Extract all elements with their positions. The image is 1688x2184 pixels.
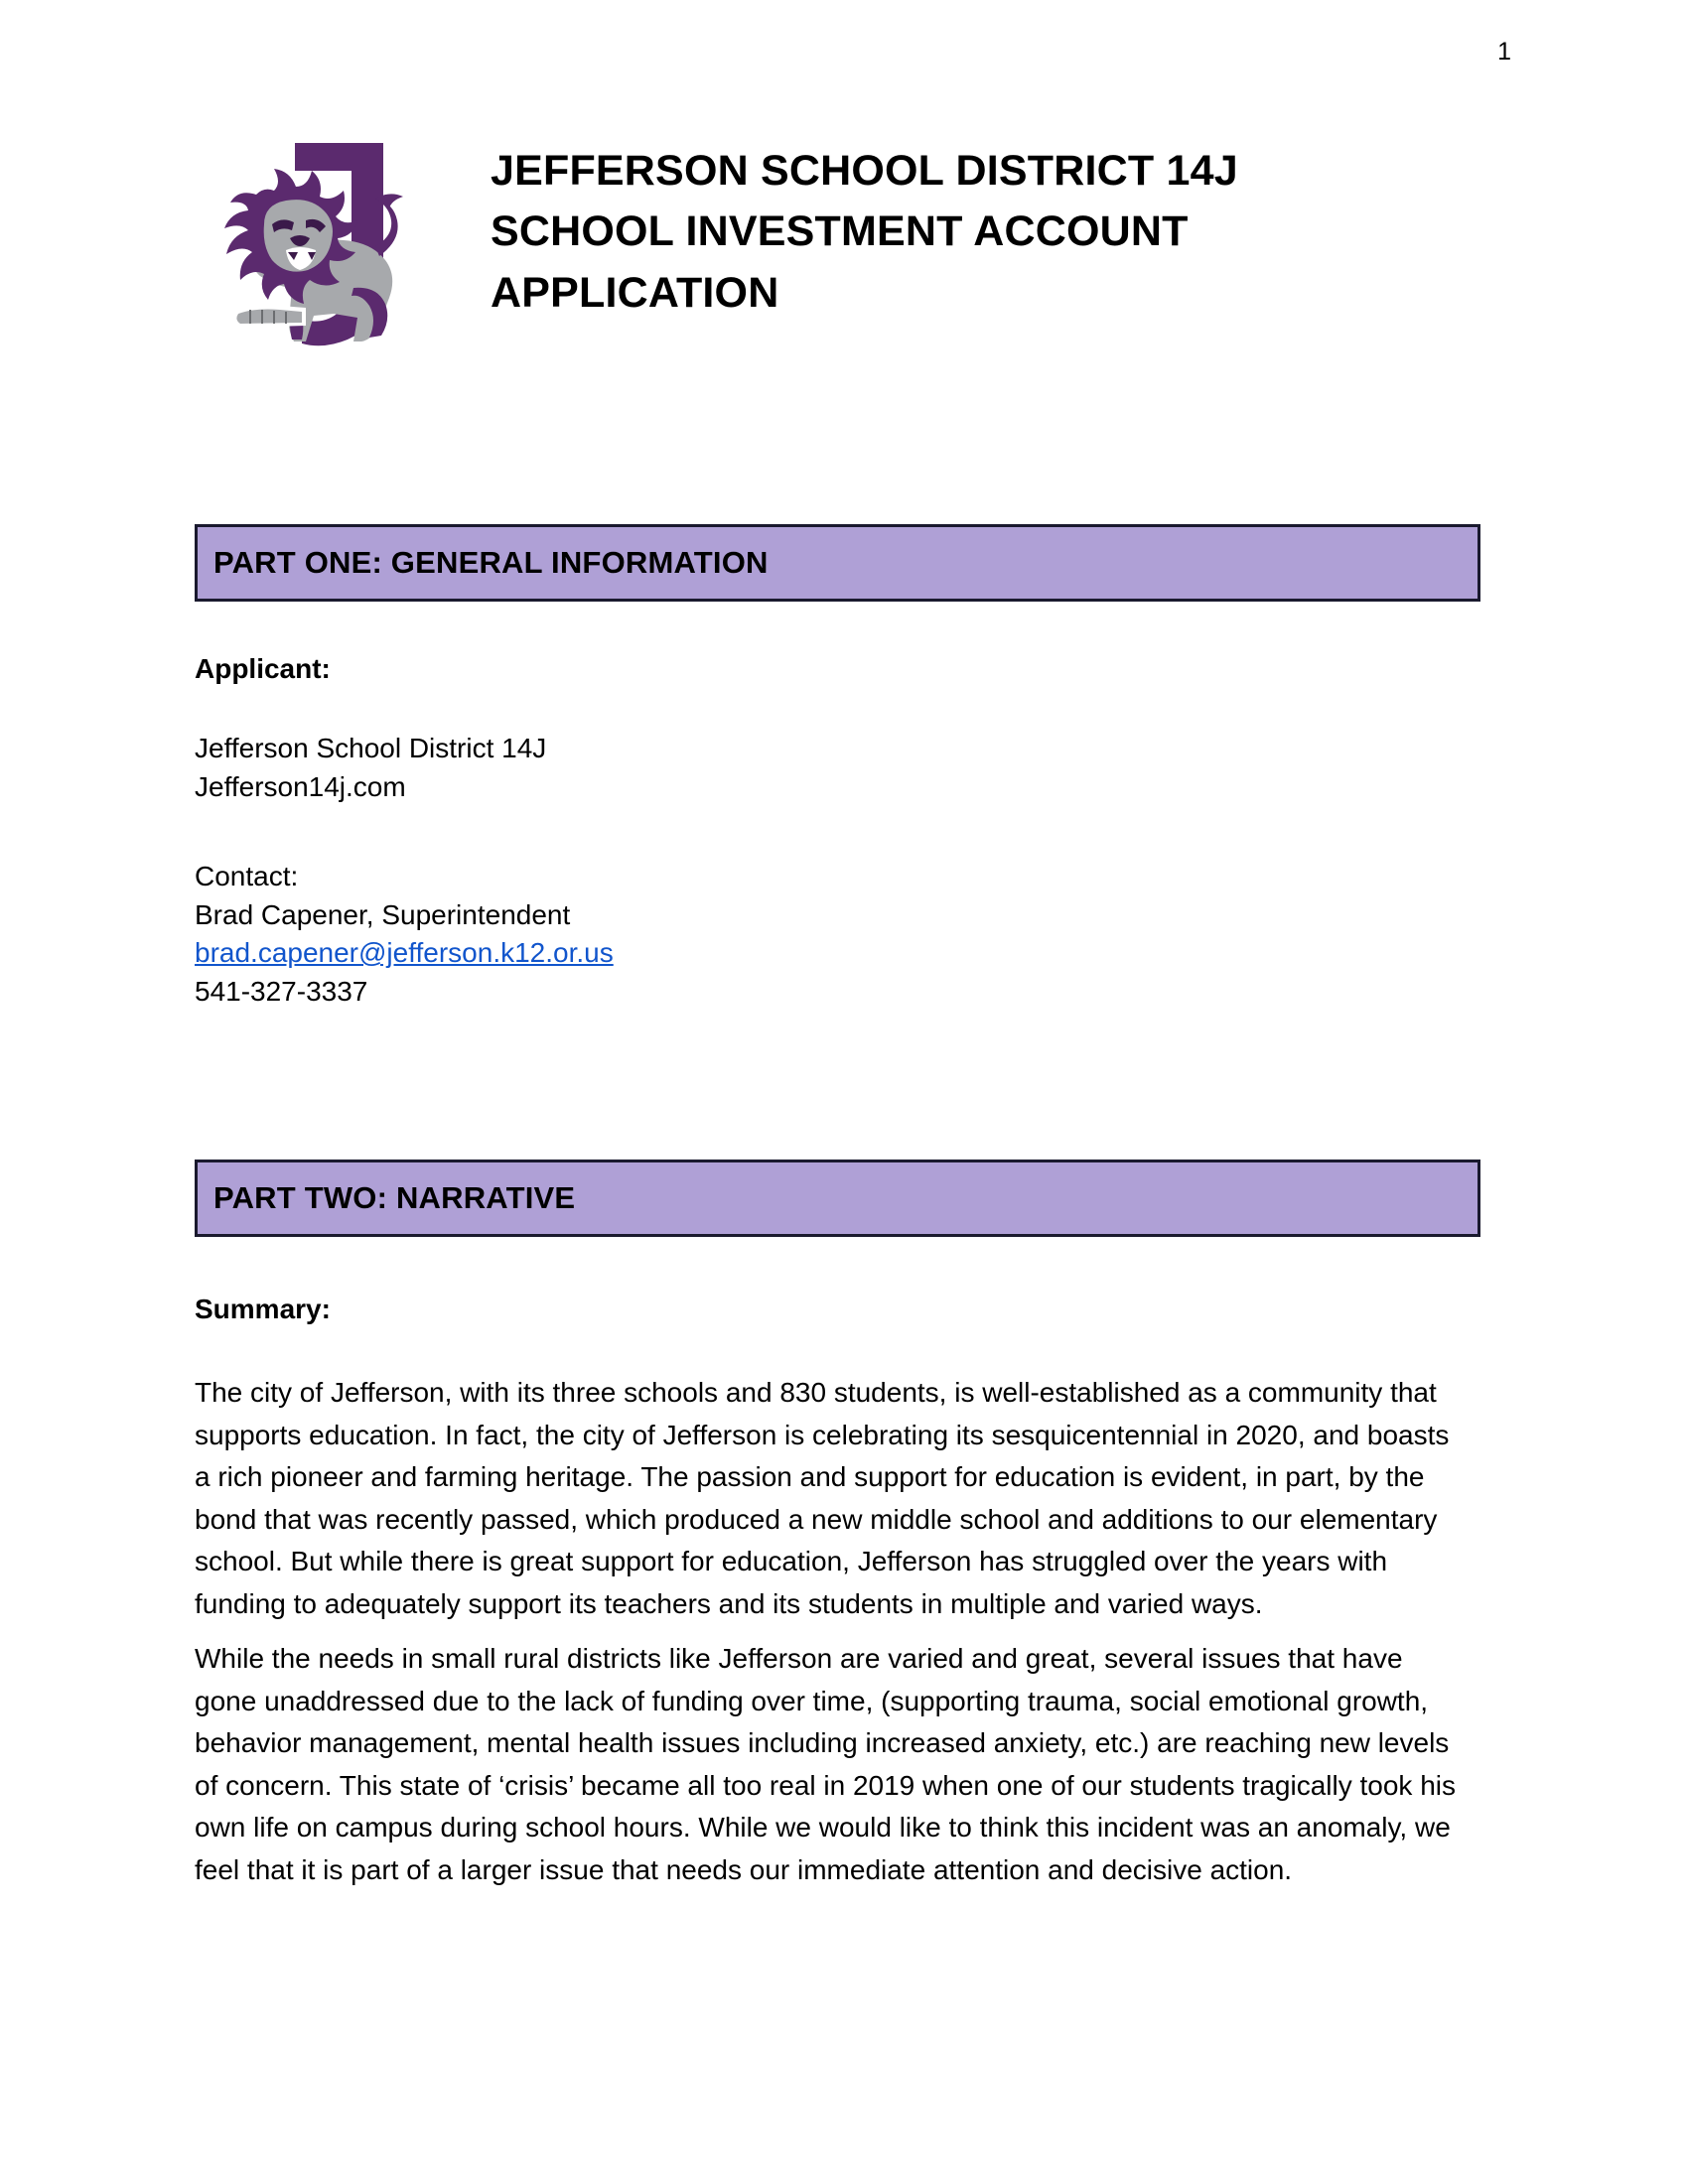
- narrative-paragraph-one-block: [195, 1372, 1466, 1625]
- page-title-line-2: SCHOOL INVESTMENT ACCOUNT: [491, 207, 1189, 256]
- document-title-block: [491, 129, 1238, 324]
- summary-label-block: [195, 1291, 1466, 1329]
- jefferson-lions-j-logo: [195, 129, 423, 367]
- page-number: 1: [1497, 38, 1511, 66]
- lion-mascot-icon: [195, 129, 423, 367]
- section-header-part-two: [195, 1160, 1480, 1237]
- narrative-paragraph-two-block: [195, 1638, 1466, 1891]
- contact-label: Contact:: [195, 861, 299, 891]
- applicant-organization-name: Jefferson School District 14J: [195, 733, 547, 763]
- section-header-part-two-label: PART TWO: NARRATIVE: [213, 1180, 576, 1215]
- contact-email-link[interactable]: brad.capener@jefferson.k12.or.us: [195, 937, 614, 969]
- narrative-paragraph-one: The city of Jefferson, with its three schools and 830 students, is well-established as a community that supports education. In fact, the city of Jefferson is celebrating its sesquicentennial in 2020, and boasts a rich pioneer and farming heritage. The passion and support for education is evident, in part, by the bond that was recently passed, which produced a new middle school and additions to our elementary school. But while there is great support for education, Jefferson has struggled over the years with funding to adequately support its teachers and its students in multiple and varied ways.: [195, 1377, 1450, 1619]
- applicant-website: Jefferson14j.com: [195, 770, 406, 802]
- contact-details-block: [195, 858, 1466, 1012]
- section-header-part-one-label: PART ONE: GENERAL INFORMATION: [213, 545, 769, 580]
- section-header-part-one: [195, 524, 1480, 602]
- narrative-paragraph-two: While the needs in small rural districts like Jefferson are varied and great, several issues that have gone unaddressed due to the lack of funding over time, (supporting trauma, social emotional growth, behavior management, mental health issues including increased anxiety, etc.) are reaching new levels of concern. This state of ‘crisis’ became all too real in 2019 when one of our students tragically took his own life on campus during school hours. While we would like to think this incident was an anomaly, we feel that it is part of a larger issue that needs our immediate attention and decisive action.: [195, 1643, 1457, 1885]
- applicant-label: Applicant:: [195, 653, 331, 684]
- page-title-line-3: APPLICATION: [491, 268, 779, 317]
- applicant-label-block: [195, 650, 1466, 689]
- summary-label: Summary:: [195, 1294, 331, 1324]
- contact-person-name: Brad Capener, Superintendent: [195, 898, 571, 930]
- document-masthead: [195, 129, 1495, 367]
- contact-phone-number: 541-327-3337: [195, 975, 368, 1007]
- page-title-line-1: JEFFERSON SCHOOL DISTRICT 14J: [491, 147, 1238, 195]
- applicant-details-block: [195, 730, 1466, 806]
